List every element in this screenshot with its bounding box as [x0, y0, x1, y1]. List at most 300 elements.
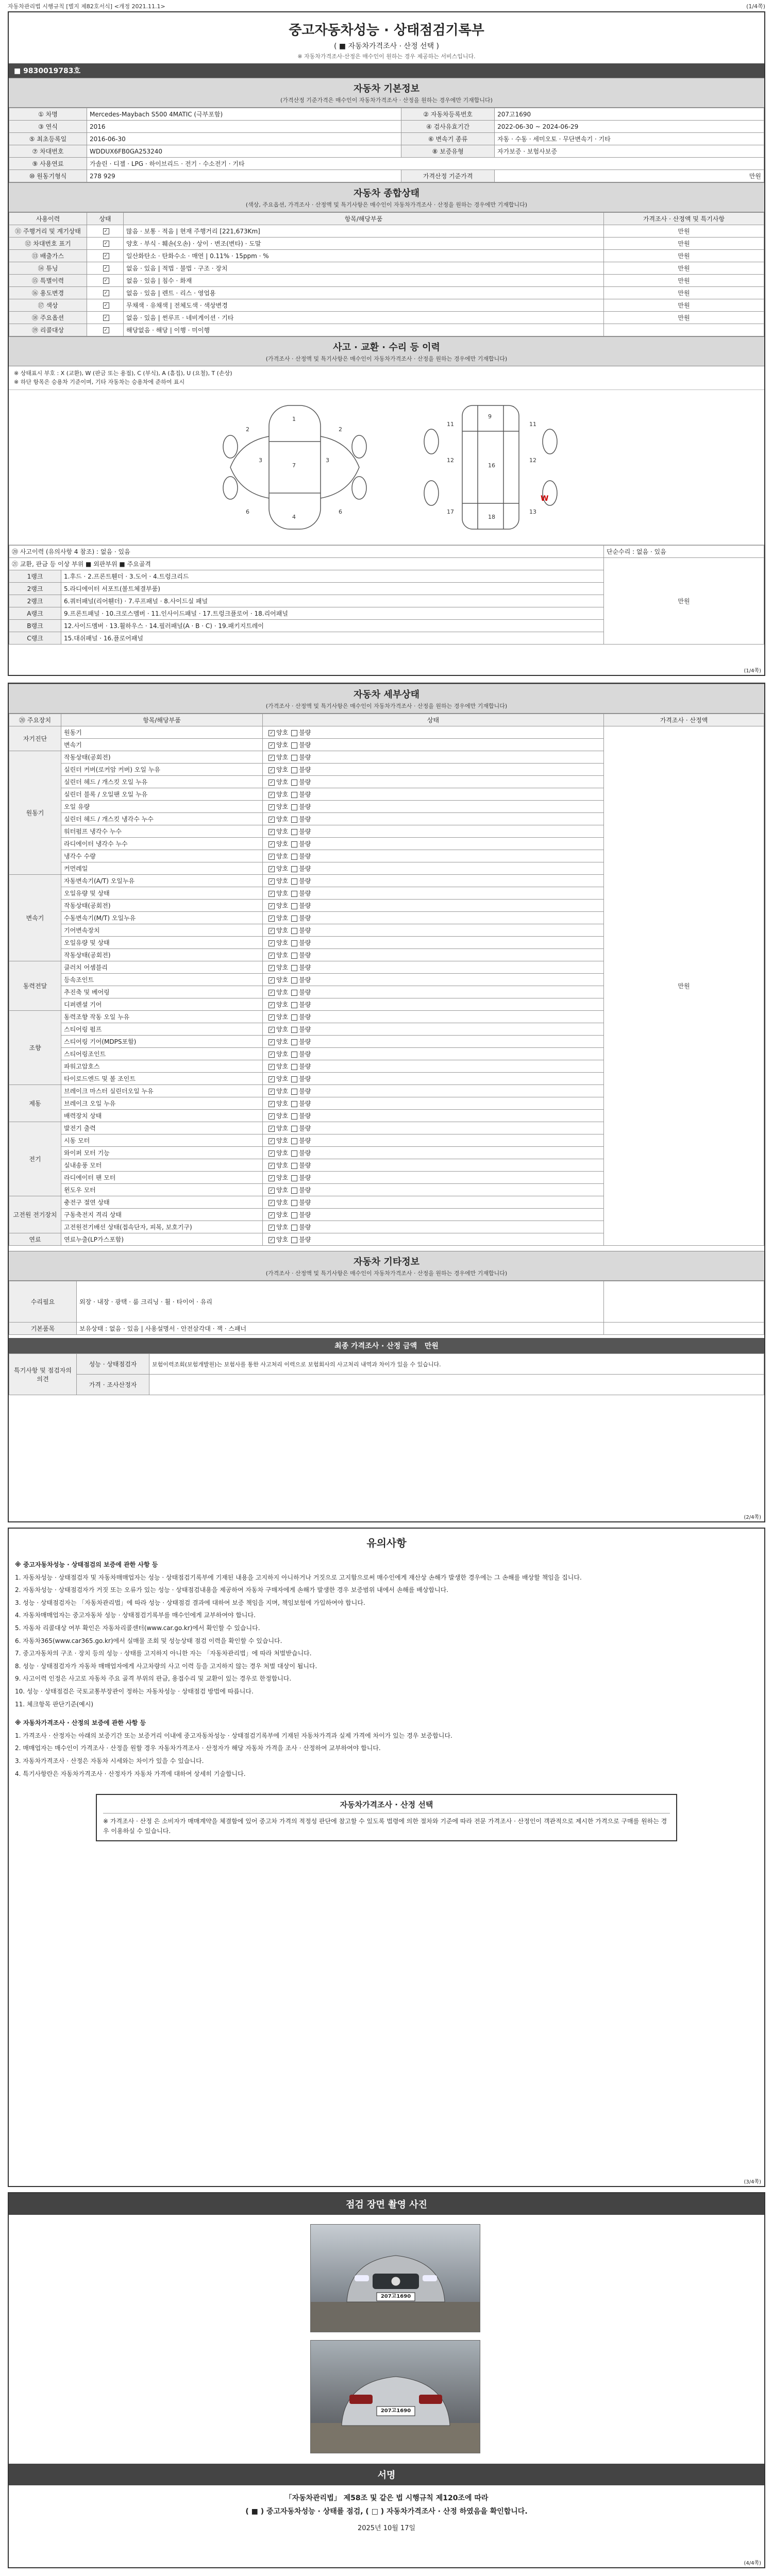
table-row: [9, 1323, 764, 1335]
col-header: 항목/해당부품: [124, 213, 604, 225]
state-label: 불량: [299, 877, 311, 885]
device-item-state: [263, 838, 604, 850]
svg-text:13: 13: [529, 509, 536, 515]
state-label: 양호: [276, 1162, 289, 1169]
row-value: 많음 · 보통 · 적음 | 현재 주행거리 [221,673Km]: [124, 225, 604, 238]
checkbox: [268, 1002, 275, 1008]
state-label: 불량: [299, 778, 311, 786]
state-label: 불량: [299, 766, 311, 773]
svg-text:17: 17: [447, 509, 454, 515]
checkbox: [268, 1188, 275, 1194]
state-label: 불량: [299, 1187, 311, 1194]
device-item-state: [263, 1233, 604, 1246]
state-label: 양호: [276, 1236, 289, 1243]
page-3: [8, 1528, 765, 2187]
checkbox: [291, 953, 297, 959]
table-row: [9, 1354, 764, 1375]
device-item-state: [263, 1122, 604, 1134]
row-price: 만원: [604, 312, 764, 324]
value-engine: 278 929: [87, 170, 401, 182]
state-label: 불량: [299, 952, 311, 959]
checkbox: [268, 1163, 275, 1169]
device-item-label: 수동변속기(M/T) 오일누유: [61, 912, 263, 924]
checkbox: [268, 953, 275, 959]
device-item-label: 자동변속기(A/T) 오일누유: [61, 875, 263, 887]
device-item-label: 스티어링 기어(MDPS포함): [61, 1036, 263, 1048]
checkbox: [268, 1212, 275, 1218]
price-selection-box: [96, 1794, 677, 1841]
final-price-value: 만원: [424, 1342, 439, 1350]
checkbox: [291, 965, 297, 971]
checkbox: [103, 315, 109, 321]
device-item-label: 작동상태(공회전): [61, 751, 263, 764]
state-label: 불량: [299, 890, 311, 897]
row-price: 만원: [604, 287, 764, 299]
checkbox: [268, 1076, 275, 1082]
svg-text:2: 2: [246, 426, 249, 433]
table-header-row: [9, 213, 764, 225]
detail-note: (가격조사 · 산정액 및 특기사항은 매수인이 자동차가격조사 · 산정을 원하는 경우에만 기재합니다): [9, 702, 764, 714]
state-label: 불량: [299, 1088, 311, 1095]
state-label: 양호: [276, 939, 289, 946]
device-item-state: [263, 1048, 604, 1060]
table-row: [9, 158, 764, 170]
notice-item: 3. 성능 · 상태점검자는 「자동차관리법」에 따라 성능 · 상태점검 결과에 대하여 보증 책임을 지며, 책임보험에 가입하여야 합니다.: [15, 1599, 365, 1606]
row-label: ⑬ 배출가스: [9, 250, 87, 262]
notice-item: 4. 특기사항란은 자동차가격조사 · 산정자가 자동차 가격에 대하여 상세히 기술합니다.: [15, 1770, 246, 1777]
row-value: 무채색 · 유채색 | 전체도색 · 색상변경: [124, 299, 604, 312]
checkbox: [291, 779, 297, 786]
row-label: 기본품목: [9, 1323, 77, 1335]
checkbox: [291, 804, 297, 810]
rank-label: A랭크: [9, 607, 61, 620]
detail-price: 만원: [604, 726, 764, 1246]
checkbox: [268, 1113, 275, 1120]
device-item-state: [263, 961, 604, 974]
state-label: 양호: [276, 902, 289, 909]
label-vehicle-name: ① 차명: [9, 108, 87, 121]
device-item-label: 디퍼렌셜 기어: [61, 998, 263, 1011]
checkbox: [103, 253, 109, 259]
checkbox: [268, 804, 275, 810]
state-label: 양호: [276, 890, 289, 897]
device-item-state: [263, 813, 604, 825]
device-group-label: 전기: [9, 1122, 61, 1196]
checkbox: [268, 940, 275, 946]
state-label: 불량: [299, 1125, 311, 1132]
checkbox: [291, 1027, 297, 1033]
row-label: ⑭ 튜닝: [9, 262, 87, 275]
svg-text:3: 3: [259, 457, 262, 464]
device-item-state: [263, 825, 604, 838]
device-group-label: 제동: [9, 1085, 61, 1122]
notice-list-2: [15, 1731, 758, 1778]
device-item-state: [263, 1097, 604, 1110]
price-selection-title: 자동차가격조사 · 산정 선택: [103, 1799, 670, 1814]
state-label: 불량: [299, 976, 311, 984]
price-selection-text: ※ 가격조사 · 산정 은 소비자가 매매계약을 체결함에 있어 중고차 가격의 적정성 판단에 참고할 수 있도록 법령에 의한 절차와 기준에 따라 전문 가격조사 · 산정인이 객관적으로 제시한 가격으로 구매를 원하는 경우 이용하실 수 있습니다.: [103, 1818, 667, 1835]
form-reference-line: [8, 2, 765, 10]
row-value: 없음 · 있음 | 썬루프 · 네비게이션 · 기타: [124, 312, 604, 324]
device-item-label: 실린더 헤드 / 개스킷 오일 누유: [61, 776, 263, 788]
state-label: 양호: [276, 778, 289, 786]
device-item-state: [263, 1085, 604, 1097]
basic-info-note: (가격산정 기준가격은 매수인이 자동차가격조사 · 산정을 원하는 경우에만 기재합니다): [9, 96, 764, 108]
device-item-label: 스티어링 펌프: [61, 1023, 263, 1036]
notice-section-1: ※ 중고자동차성능 · 상태점검의 보증에 관한 사항 등: [15, 1561, 158, 1568]
checkbox: [268, 891, 275, 897]
checkbox: [291, 1188, 297, 1194]
state-label: 불량: [299, 1001, 311, 1008]
device-item-label: 추진축 및 베어링: [61, 986, 263, 998]
device-item-state: [263, 900, 604, 912]
checkbox: [291, 1089, 297, 1095]
checkbox: [103, 241, 109, 247]
checkbox: [268, 866, 275, 872]
basic-info-table: [9, 108, 764, 182]
device-group-label: 조향: [9, 1011, 61, 1085]
device-item-state: [263, 1060, 604, 1073]
notice-item: 10. 성능 · 상태점검은 국토교통부장관이 정하는 자동차성능 · 상태점검 방법에 따릅니다.: [15, 1687, 254, 1695]
other-info-table: [9, 1281, 764, 1335]
device-item-label: 실린더 블록 / 오일팬 오일 누유: [61, 788, 263, 801]
state-label: 불량: [299, 1149, 311, 1157]
device-item-state: [263, 875, 604, 887]
svg-text:12: 12: [529, 457, 536, 464]
state-label: 양호: [276, 840, 289, 848]
state-label: 양호: [276, 1050, 289, 1058]
rear-plate: 207고1690: [380, 2408, 411, 2414]
notice-title: 유의사항: [366, 1537, 407, 1549]
state-label: 양호: [276, 1088, 289, 1095]
device-group-label: 연료: [9, 1233, 61, 1246]
general-status-note: (색상, 주요옵션, 가격조사 · 산정액 및 특기사항은 매수인이 자동차가격조사 · 산정을 원하는 경우에만 기재합니다): [9, 200, 764, 212]
device-item-state: [263, 974, 604, 986]
state-label: 양호: [276, 1063, 289, 1070]
rank-label: 1랭크: [9, 570, 61, 583]
row-value: 양호 · 부식 · 훼손(오손) · 상이 · 변조(변타) · 도말: [124, 238, 604, 250]
device-item-state: [263, 1134, 604, 1147]
state-label: 양호: [276, 877, 289, 885]
state-label: 불량: [299, 853, 311, 860]
checkbox: [291, 1138, 297, 1144]
label-base-price: 가격산정 기준가격: [401, 170, 495, 182]
device-item-label: 브레이크 마스터 실린더오일 누유: [61, 1085, 263, 1097]
device-item-label: 오일 유량: [61, 801, 263, 813]
checkbox: [268, 1237, 275, 1243]
state-label: 양호: [276, 1174, 289, 1181]
row-label: ⑫ 차대번호 표기: [9, 238, 87, 250]
row-label: 수리필요: [9, 1281, 77, 1323]
checkbox: [291, 1101, 297, 1107]
table-row: [9, 1281, 764, 1323]
svg-text:3: 3: [326, 457, 329, 464]
state-label: 양호: [276, 1013, 289, 1021]
device-group-label: 자기진단: [9, 726, 61, 751]
value-vin: WDDUX6FB0GA253240: [87, 145, 401, 158]
checkbox: [268, 755, 275, 761]
checkbox: [291, 767, 297, 773]
notice-body: [9, 1553, 764, 1786]
value-fuel: 가솔린 · 디젤 · LPG · 하이브리드 · 전기 · 수소전기 · 기타: [87, 158, 764, 170]
state-label: 양호: [276, 1211, 289, 1218]
device-item-state: [263, 1159, 604, 1172]
front-plate: 207고1690: [380, 2294, 411, 2299]
device-item-label: 실린더 헤드 / 개스킷 냉각수 누수: [61, 813, 263, 825]
device-item-label: 등속조인트: [61, 974, 263, 986]
state-label: 불량: [299, 939, 311, 946]
checkbox: [268, 779, 275, 786]
state-label: 불량: [299, 989, 311, 996]
state-label: 불량: [299, 1100, 311, 1107]
svg-text:6: 6: [246, 509, 249, 515]
notice-item: 7. 중고자동차의 구조 · 장치 등의 성능 · 상태를 고지하지 아니한 자는 「자동차관리법」에 따라 처벌받습니다.: [15, 1650, 312, 1657]
document-subtitle: ( ■ 자동차가격조사 · 산정 선택 ): [333, 42, 440, 50]
checkbox: [268, 829, 275, 835]
row-price: 만원: [604, 299, 764, 312]
device-item-state: [263, 1209, 604, 1221]
row-label: ⑯ 용도변경: [9, 287, 87, 299]
state-label: 불량: [299, 1199, 311, 1206]
device-item-label: 변속기: [61, 739, 263, 751]
value-inspection-period: 2022-06-30 ~ 2024-06-29: [495, 121, 764, 133]
device-item-label: 실린더 커버(로커암 커버) 오일 누유: [61, 764, 263, 776]
checkbox: [268, 767, 275, 773]
device-item-state: [263, 1184, 604, 1196]
state-label: 양호: [276, 754, 289, 761]
state-label: 불량: [299, 914, 311, 922]
device-item-label: 커먼레일: [61, 862, 263, 875]
page-2: [8, 683, 765, 1522]
rank-parts: 1.후드 · 2.프론트휀더 · 3.도어 · 4.트렁크리드: [61, 570, 604, 583]
device-item-state: [263, 1196, 604, 1209]
table-row: [9, 225, 764, 238]
table-row: [9, 558, 764, 570]
state-label: 양호: [276, 989, 289, 996]
checkbox: [291, 1014, 297, 1021]
device-item-state: [263, 937, 604, 949]
checkbox: [268, 928, 275, 934]
table-row: [9, 133, 764, 145]
accident-heading: 사고 · 교환 · 수리 등 이력: [9, 336, 764, 354]
checkbox: [103, 278, 109, 284]
notice-item: 11. 체크항목 판단기준(예시): [15, 1700, 93, 1708]
state-label: 불량: [299, 865, 311, 872]
device-item-label: 클러치 어셈블리: [61, 961, 263, 974]
table-row: [9, 312, 764, 324]
checkbox: [268, 841, 275, 848]
document-title: 중고자동차성능 · 상태점검기록부: [289, 23, 484, 38]
signature-line-1: 「자동차관리법」 제58조 및 같은 법 시행규칙 제120조에 따라: [284, 2494, 489, 2502]
row-label: ⑮ 특별이력: [9, 275, 87, 287]
checkbox: [268, 916, 275, 922]
device-item-state: [263, 776, 604, 788]
label-first-registration: ⑤ 최초등록일: [9, 133, 87, 145]
device-item-state: [263, 1147, 604, 1159]
opinion-table: [9, 1353, 764, 1395]
device-item-label: 스티어링조인트: [61, 1048, 263, 1060]
device-item-state: [263, 788, 604, 801]
device-item-state: [263, 751, 604, 764]
device-item-label: 배력장치 상태: [61, 1110, 263, 1122]
table-row: [9, 726, 764, 739]
device-item-label: 충전구 절연 상태: [61, 1196, 263, 1209]
checkbox: [103, 228, 109, 234]
row-price: 만원: [604, 238, 764, 250]
device-item-label: 브레이크 오일 누유: [61, 1097, 263, 1110]
device-group-label: 변속기: [9, 875, 61, 961]
device-item-state: [263, 1110, 604, 1122]
state-label: 양호: [276, 914, 289, 922]
device-item-label: 기어변속장치: [61, 924, 263, 937]
col-header: 항목/해당부품: [61, 714, 263, 726]
value-warranty: 자가보증 · 보험사보증: [495, 145, 764, 158]
rank-parts: 12.사이드멤버 · 13.휠하우스 · 14.필러패널(A · B · C) · 19.패키지트레이: [61, 620, 604, 632]
device-item-state: [263, 726, 604, 739]
state-label: 불량: [299, 902, 311, 909]
col-header: 가격조사 · 산정액: [604, 714, 764, 726]
device-item-label: 시동 모터: [61, 1134, 263, 1147]
state-label: 양호: [276, 1075, 289, 1082]
checkbox: [291, 1126, 297, 1132]
device-item-state: [263, 801, 604, 813]
checkbox: [291, 1225, 297, 1231]
state-label: 양호: [276, 1199, 289, 1206]
checkbox: [291, 891, 297, 897]
row-label: ⑰ 색상: [9, 299, 87, 312]
page-1: [8, 11, 765, 676]
device-item-label: 구동축전지 격리 상태: [61, 1209, 263, 1221]
svg-text:11: 11: [447, 421, 454, 428]
device-item-label: 원동기: [61, 726, 263, 739]
checkbox: [103, 265, 109, 272]
rank-label: 2랭크: [9, 595, 61, 607]
signature-date: 2025년 10월 17일: [357, 2524, 416, 2532]
checkbox: [291, 928, 297, 934]
table-row: [9, 238, 764, 250]
device-item-state: [263, 887, 604, 900]
table-row: [9, 275, 764, 287]
state-label: 불량: [299, 1137, 311, 1144]
general-status-table: [9, 212, 764, 336]
device-item-label: 연료누출(LP가스포함): [61, 1233, 263, 1246]
state-label: 불량: [299, 828, 311, 835]
table-row: [9, 546, 764, 558]
checkbox: [291, 940, 297, 946]
notice-item: 3. 자동차가격조사 · 산정은 자동차 시세와는 차이가 있을 수 있습니다.: [15, 1757, 204, 1765]
detail-heading: 자동차 세부상태: [9, 684, 764, 702]
checkbox: [291, 817, 297, 823]
row-price: [604, 324, 764, 336]
device-item-label: 파워고압호스: [61, 1060, 263, 1073]
col-header: ⑳ 주요장치: [9, 714, 61, 726]
checkbox: [268, 1101, 275, 1107]
state-label: 불량: [299, 1211, 311, 1218]
checkbox: [291, 1002, 297, 1008]
simple-repair: 단순수리 : 없음 · 있음: [604, 546, 764, 558]
page-1-number: (1/4쪽): [744, 668, 761, 674]
state-label: 불량: [299, 840, 311, 848]
row-label: ⑱ 주요옵션: [9, 312, 87, 324]
state-label: 양호: [276, 1038, 289, 1045]
svg-text:12: 12: [447, 457, 454, 464]
checkbox: [268, 1175, 275, 1181]
row-value: 없음 · 있음 | 적법 · 불법 · 구조 · 장치: [124, 262, 604, 275]
value-first-registration: 2016-06-30: [87, 133, 401, 145]
table-row: [9, 170, 764, 182]
device-item-state: [263, 1011, 604, 1023]
state-label: 양호: [276, 1001, 289, 1008]
rear-car-image: [311, 2341, 480, 2453]
device-item-label: 작동상태(공회전): [61, 900, 263, 912]
device-item-label: 오일유량 및 상태: [61, 937, 263, 949]
device-item-label: 동력조향 작동 오일 누유: [61, 1011, 263, 1023]
device-group-label: 원동기: [9, 751, 61, 875]
state-label: 불량: [299, 791, 311, 798]
state-label: 양호: [276, 816, 289, 823]
checkbox: [268, 817, 275, 823]
form-reference: 자동차관리법 시행규칙 [별지 제82호서식] <개정 2021.11.1>: [8, 3, 165, 10]
notice-list-1: [15, 1573, 758, 1709]
svg-text:16: 16: [488, 462, 495, 469]
notice-item: 9. 사고이력 인정은 사고로 자동차 주요 골격 부위의 판금, 용접수리 및 교환이 있는 경우로 한정합니다.: [15, 1675, 292, 1683]
checkbox: [291, 1039, 297, 1045]
checkbox: [268, 1200, 275, 1206]
device-item-state: [263, 1023, 604, 1036]
state-label: 불량: [299, 1038, 311, 1045]
device-item-label: 라디에이터 냉각수 누수: [61, 838, 263, 850]
checkbox: [268, 965, 275, 971]
row-price: 만원: [604, 262, 764, 275]
damage-mark-w: W: [541, 495, 549, 503]
checkbox: [291, 977, 297, 984]
checkbox: [268, 1064, 275, 1070]
page-4: [8, 2192, 765, 2568]
row-label: ⑲ 리콜대상: [9, 324, 87, 336]
state-label: 양호: [276, 766, 289, 773]
damage-area-label: ㉑ 교환, 판금 등 이상 부위: [12, 561, 84, 568]
state-label: 불량: [299, 1174, 311, 1181]
device-group-label: 고전원 전기장치: [9, 1196, 61, 1233]
device-item-state: [263, 1073, 604, 1085]
label-transmission: ⑥ 변속기 종류: [401, 133, 495, 145]
table-row: [9, 108, 764, 121]
device-item-state: [263, 986, 604, 998]
device-item-state: [263, 949, 604, 961]
checkbox: [291, 854, 297, 860]
state-label: 불량: [299, 1026, 311, 1033]
device-item-state: [263, 862, 604, 875]
rank-label: B랭크: [9, 620, 61, 632]
notice-item: 2. 매매업자는 매수인이 가격조사 · 산정을 원할 경우 자동차가격조사 · 산정자가 해당 자동차 가격을 조사 · 산정하여 교부하여야 합니다.: [15, 1744, 381, 1752]
document-number: ■ 9830019783호: [9, 63, 764, 78]
state-label: 양호: [276, 729, 289, 736]
state-label: 양호: [276, 853, 289, 860]
accident-table: [9, 545, 764, 645]
state-label: 양호: [276, 791, 289, 798]
state-label: 불량: [299, 1162, 311, 1169]
col-header: 상태: [87, 213, 124, 225]
checkbox: [291, 1175, 297, 1181]
inspector-opinion: 보험이력조회(보험개발원)는 보험사를 통한 사고처리 이력으로 보험회사의 사고처리 내역과 차이가 있을 수 있습니다.: [149, 1354, 764, 1375]
damage-area-legend: ■ 외판부위 ■ 주요골격: [86, 561, 151, 568]
device-group-label: 동력전달: [9, 961, 61, 1011]
detail-table: [9, 714, 764, 1246]
label-plate: ② 자동차등록번호: [401, 108, 495, 121]
row-value: 없음 · 있음 | 렌트 · 리스 · 영업용: [124, 287, 604, 299]
device-item-state: [263, 1036, 604, 1048]
page-number: (1/4쪽): [746, 3, 765, 10]
